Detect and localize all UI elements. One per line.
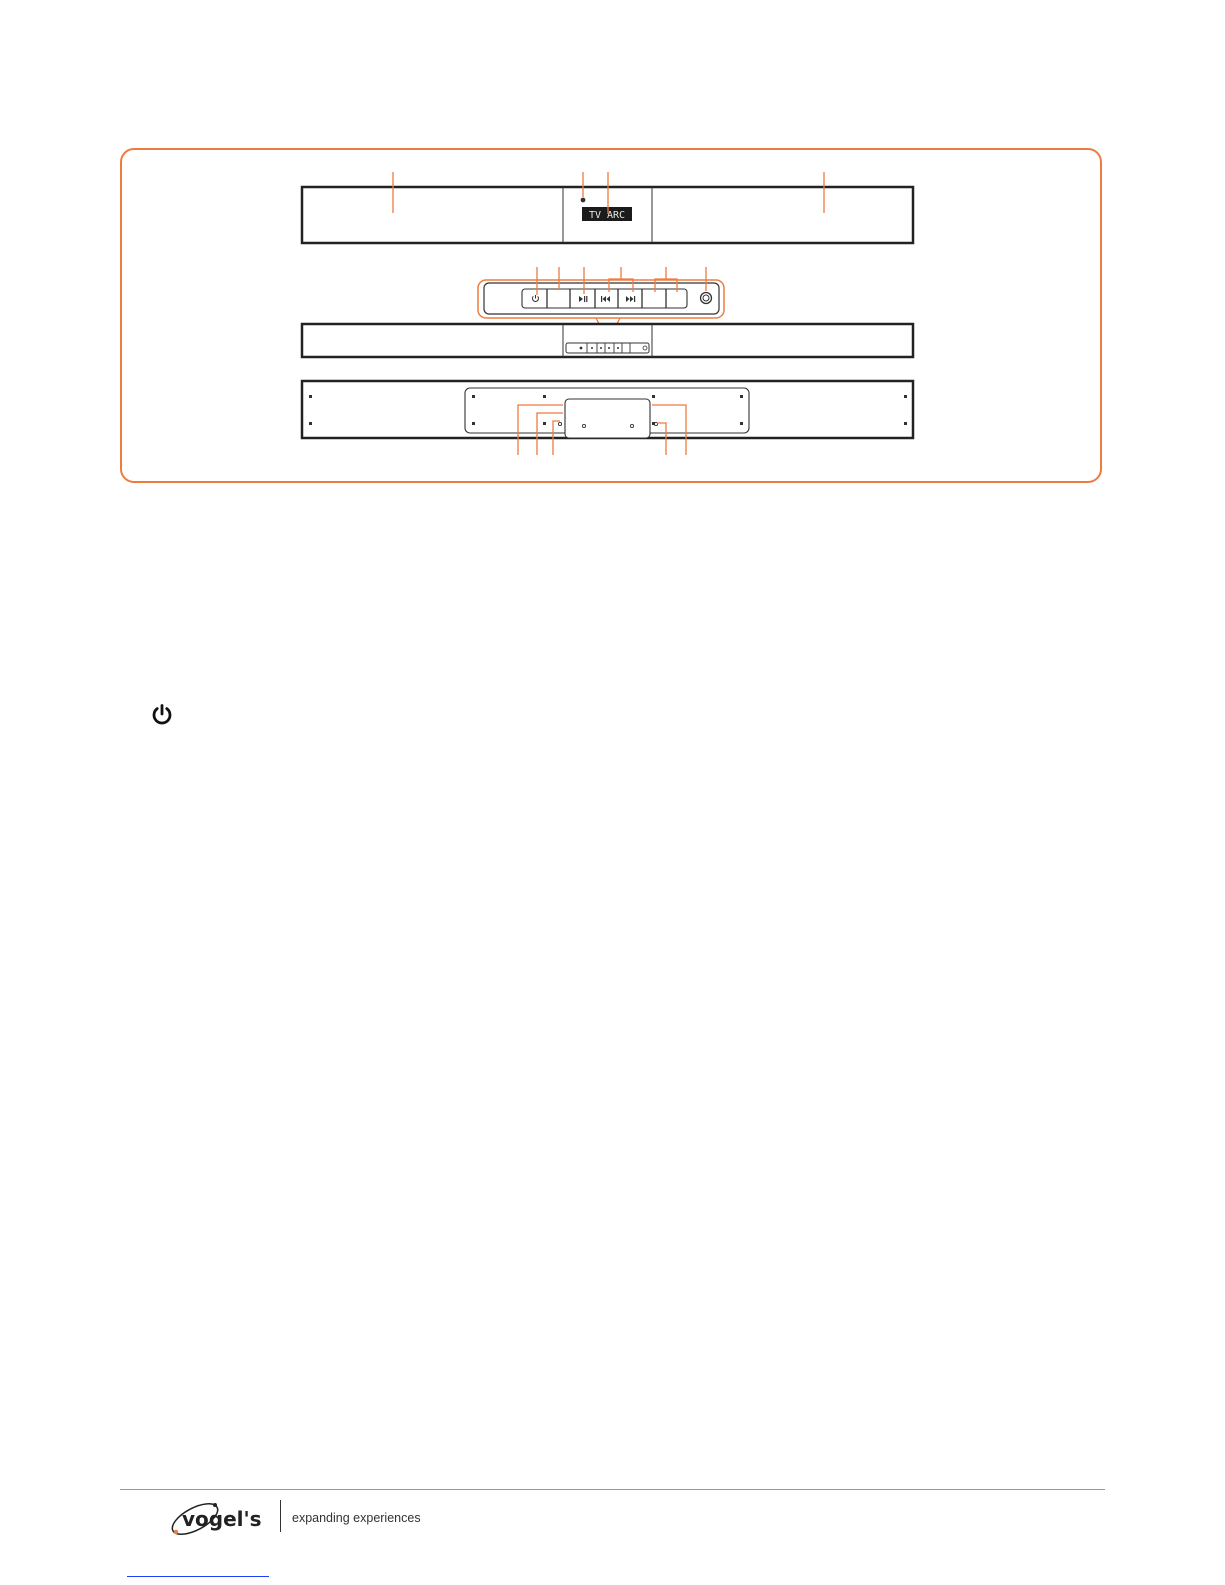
soundbar-back-view	[302, 381, 913, 438]
logo-wordmark: vogel's	[182, 1507, 262, 1531]
control-panel-zoom	[478, 280, 724, 318]
connector-panel	[565, 399, 650, 438]
top-control-strip	[566, 343, 649, 353]
status-led	[581, 198, 586, 203]
soundbar-diagram	[0, 0, 1225, 500]
footer-rule	[120, 1489, 1105, 1490]
bottom-link-underline[interactable]	[127, 1576, 269, 1577]
tagline: expanding experiences	[292, 1511, 421, 1525]
display-text: TV ARC	[588, 210, 626, 221]
brand-divider	[280, 1500, 281, 1532]
soundbar-top-view	[302, 324, 913, 357]
power-icon	[150, 703, 174, 727]
vogels-logo	[168, 1497, 273, 1539]
